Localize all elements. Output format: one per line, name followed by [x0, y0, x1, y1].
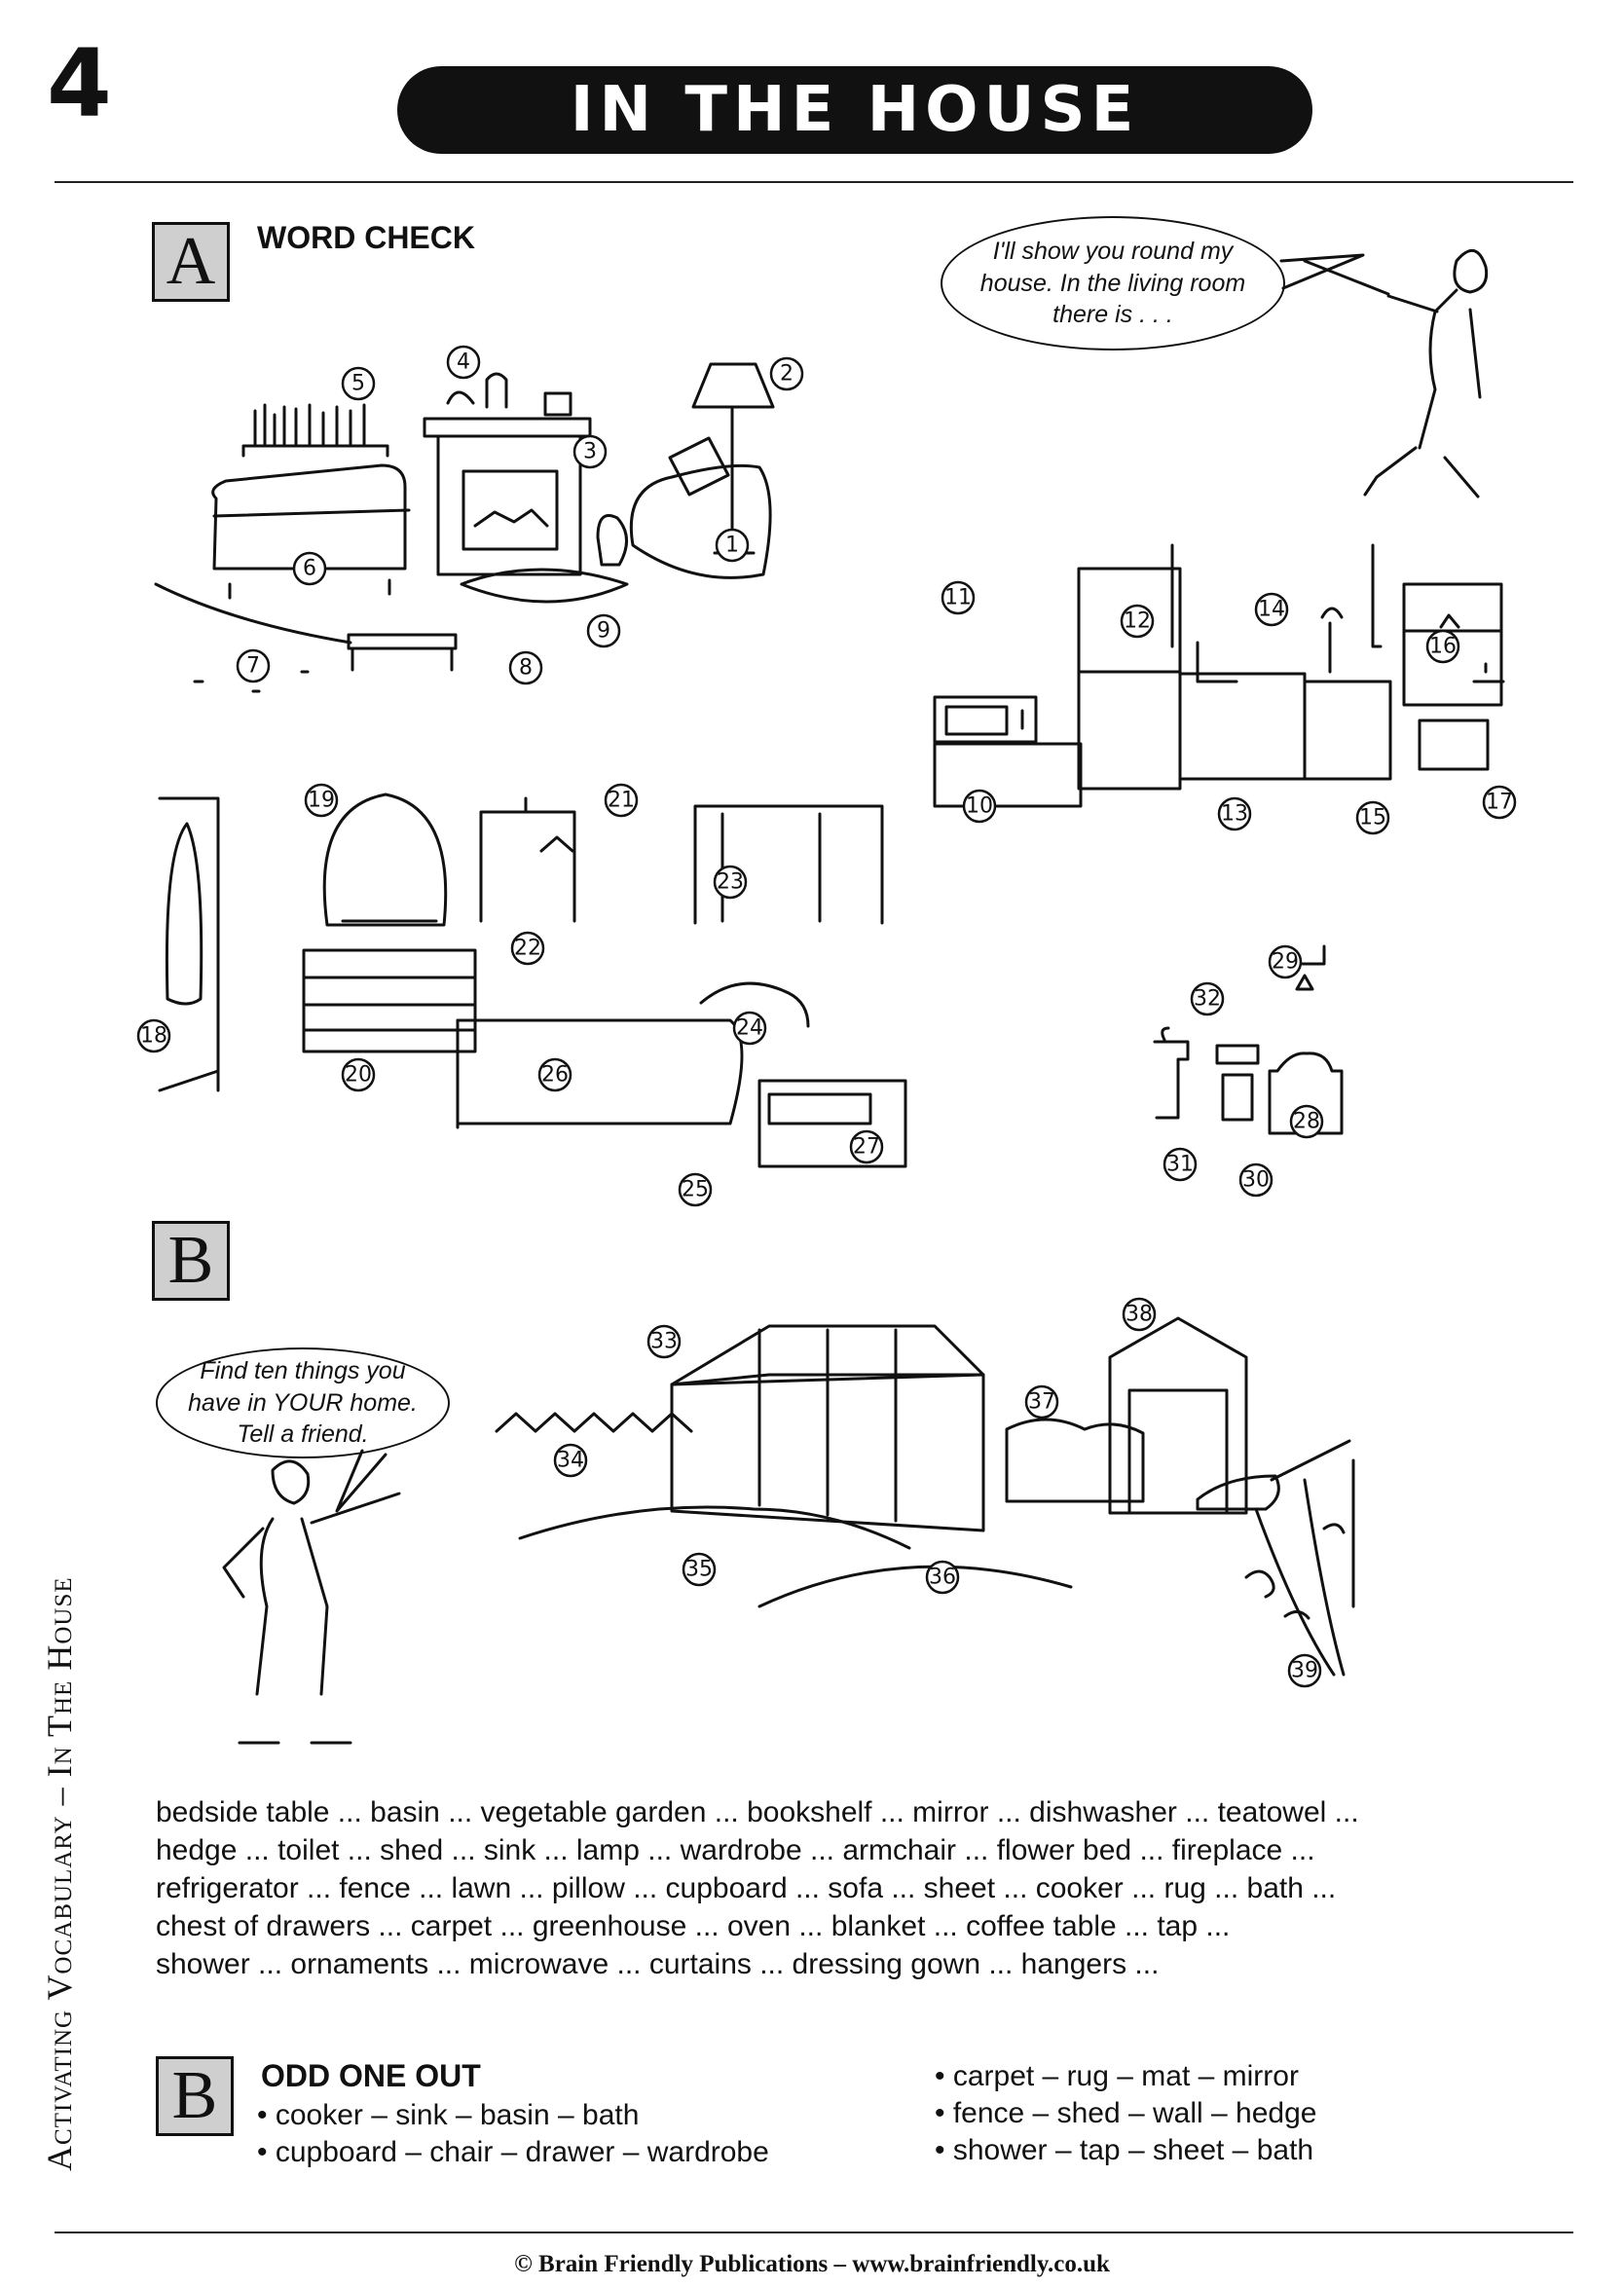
callout-number	[680, 1174, 711, 1205]
callout-label: 6	[303, 556, 316, 581]
callout-number	[574, 436, 606, 467]
speech-bubble-tour-tail	[1281, 255, 1363, 288]
callout-number	[1240, 1164, 1272, 1196]
word-bank-line: shower ... ornaments ... microwave ... curtains ... dressing gown ... hangers ...	[156, 1948, 1160, 1980]
callout-label: 5	[351, 371, 365, 396]
callout-label: 23	[717, 869, 744, 895]
callout-label: 1	[725, 533, 739, 558]
callout-number	[138, 1020, 169, 1051]
callout-number	[927, 1562, 958, 1593]
callout-label: 35	[685, 1557, 713, 1582]
callout-number	[588, 615, 619, 646]
callout-number	[448, 347, 479, 378]
section-b-letter: B	[167, 1223, 214, 1298]
odd-one-out-heading: ODD ONE OUT	[261, 2058, 481, 2093]
callout-label: 8	[519, 655, 533, 681]
odd-one-out-item: • shower – tap – sheet – bath	[935, 2134, 1314, 2166]
callout-number	[1164, 1149, 1196, 1180]
section-a-letter: A	[166, 224, 216, 299]
callout-label: 3	[583, 439, 597, 464]
callout-number	[851, 1131, 882, 1162]
callout-number	[1192, 983, 1223, 1014]
callout-label: 12	[1124, 609, 1151, 634]
callout-number	[1484, 787, 1515, 818]
callout-label: 13	[1221, 801, 1248, 827]
callout-label: 20	[345, 1062, 372, 1088]
callout-label: 15	[1359, 805, 1386, 830]
callout-label: 14	[1258, 597, 1285, 622]
callout-number	[1122, 606, 1153, 637]
callout-label: 26	[541, 1062, 569, 1088]
callout-label: 28	[1293, 1109, 1320, 1134]
word-check-heading: WORD CHECK	[257, 220, 475, 255]
callout-number	[294, 553, 325, 584]
speech-bubble-tour-text: I'll show you round my house. In the living room there is . . .	[979, 238, 1246, 329]
odd-one-out-letter: B	[171, 2058, 218, 2133]
callout-number	[1026, 1386, 1057, 1418]
callout-label: 16	[1429, 634, 1457, 659]
callout-number	[1219, 798, 1250, 830]
page-title: IN THE HOUSE	[570, 74, 1140, 146]
callout-label: 9	[597, 618, 610, 644]
word-bank-line: chest of drawers ... carpet ... greenhouse ... oven ... blanket ... coffee table ... tap ...	[156, 1910, 1231, 1942]
callout-number	[1291, 1106, 1322, 1137]
callout-number	[512, 933, 543, 964]
callout-number	[1256, 594, 1287, 625]
kitchen-drawing	[935, 545, 1503, 806]
callout-number	[648, 1326, 680, 1357]
callout-label: 21	[608, 788, 635, 813]
callout-label: 11	[944, 585, 972, 610]
word-bank-line: refrigerator ... fence ... lawn ... pillow ... cupboard ... sofa ... sheet ... cooker ... rug ... bath ...	[156, 1872, 1337, 1904]
footer-credit: © Brain Friendly Publications – www.brainfriendly.co.uk	[514, 2251, 1110, 2277]
callout-label: 38	[1126, 1302, 1153, 1327]
callout-number	[539, 1059, 571, 1090]
callout-label: 27	[853, 1134, 880, 1160]
callout-label: 7	[246, 653, 260, 679]
callout-label: 24	[736, 1015, 763, 1041]
odd-one-out-item: • cooker – sink – basin – bath	[257, 2099, 640, 2131]
man-presenting-figure	[224, 1461, 399, 1743]
callout-label: 10	[966, 793, 993, 819]
word-bank-line: bedside table ... basin ... vegetable garden ... bookshelf ... mirror ... dishwasher ... teatowel ...	[156, 1796, 1359, 1828]
bathroom-drawing	[1155, 946, 1342, 1133]
callout-number	[683, 1554, 715, 1585]
callout-number	[510, 652, 541, 683]
man-pointing-figure	[1305, 250, 1487, 497]
callout-number	[238, 650, 269, 682]
callout-label: 32	[1194, 986, 1221, 1012]
callout-number	[1270, 946, 1301, 978]
callout-number	[606, 785, 637, 816]
callout-number	[942, 582, 974, 613]
unit-number: 4	[47, 29, 112, 138]
odd-one-out-item: • cupboard – chair – drawer – wardrobe	[257, 2136, 769, 2168]
callout-label: 30	[1242, 1167, 1270, 1193]
speech-bubble-find-text: Find ten things you have in YOUR home. Tell a friend.	[188, 1357, 418, 1449]
callout-number	[715, 867, 746, 898]
callout-number	[343, 1059, 374, 1090]
sidebar-title-part1: Activating Vocabulary	[40, 1815, 79, 2171]
callout-number	[1357, 802, 1388, 833]
callout-label: 34	[557, 1448, 584, 1473]
callout-number	[343, 368, 374, 399]
callout-number	[1289, 1655, 1320, 1686]
callout-number	[964, 791, 995, 822]
callout-label: 17	[1486, 790, 1513, 815]
callout-number	[1427, 631, 1458, 662]
callout-label: 22	[514, 936, 541, 961]
callout-label: 29	[1272, 949, 1299, 975]
callout-label: 25	[682, 1177, 709, 1202]
odd-one-out-item: • fence – shed – wall – hedge	[935, 2097, 1317, 2129]
callout-label: 33	[650, 1329, 678, 1354]
callout-label: 36	[929, 1565, 956, 1590]
callout-number	[306, 785, 337, 816]
callout-label: 19	[308, 788, 335, 813]
callout-number	[555, 1445, 586, 1476]
sidebar-title-dash: –	[40, 1777, 79, 1816]
callout-number	[717, 530, 748, 561]
callout-number	[771, 358, 802, 389]
callout-label: 31	[1166, 1152, 1194, 1177]
callout-label: 2	[780, 361, 794, 387]
odd-one-out-item: • carpet – rug – mat – mirror	[935, 2060, 1299, 2092]
callout-number	[734, 1013, 765, 1044]
word-bank-line: hedge ... toilet ... shed ... sink ... lamp ... wardrobe ... armchair ... flower bed ... fireplace ...	[156, 1834, 1315, 1866]
callout-label: 39	[1291, 1658, 1318, 1683]
bedroom-drawing	[160, 794, 905, 1166]
garden-drawing	[497, 1318, 1353, 1675]
living-room-drawing	[156, 364, 773, 691]
callout-number	[1124, 1299, 1155, 1330]
callout-label: 37	[1028, 1389, 1055, 1415]
callout-label: 18	[140, 1023, 167, 1049]
callout-label: 4	[457, 350, 470, 375]
sidebar-title-part2: In The House	[40, 1576, 79, 1778]
